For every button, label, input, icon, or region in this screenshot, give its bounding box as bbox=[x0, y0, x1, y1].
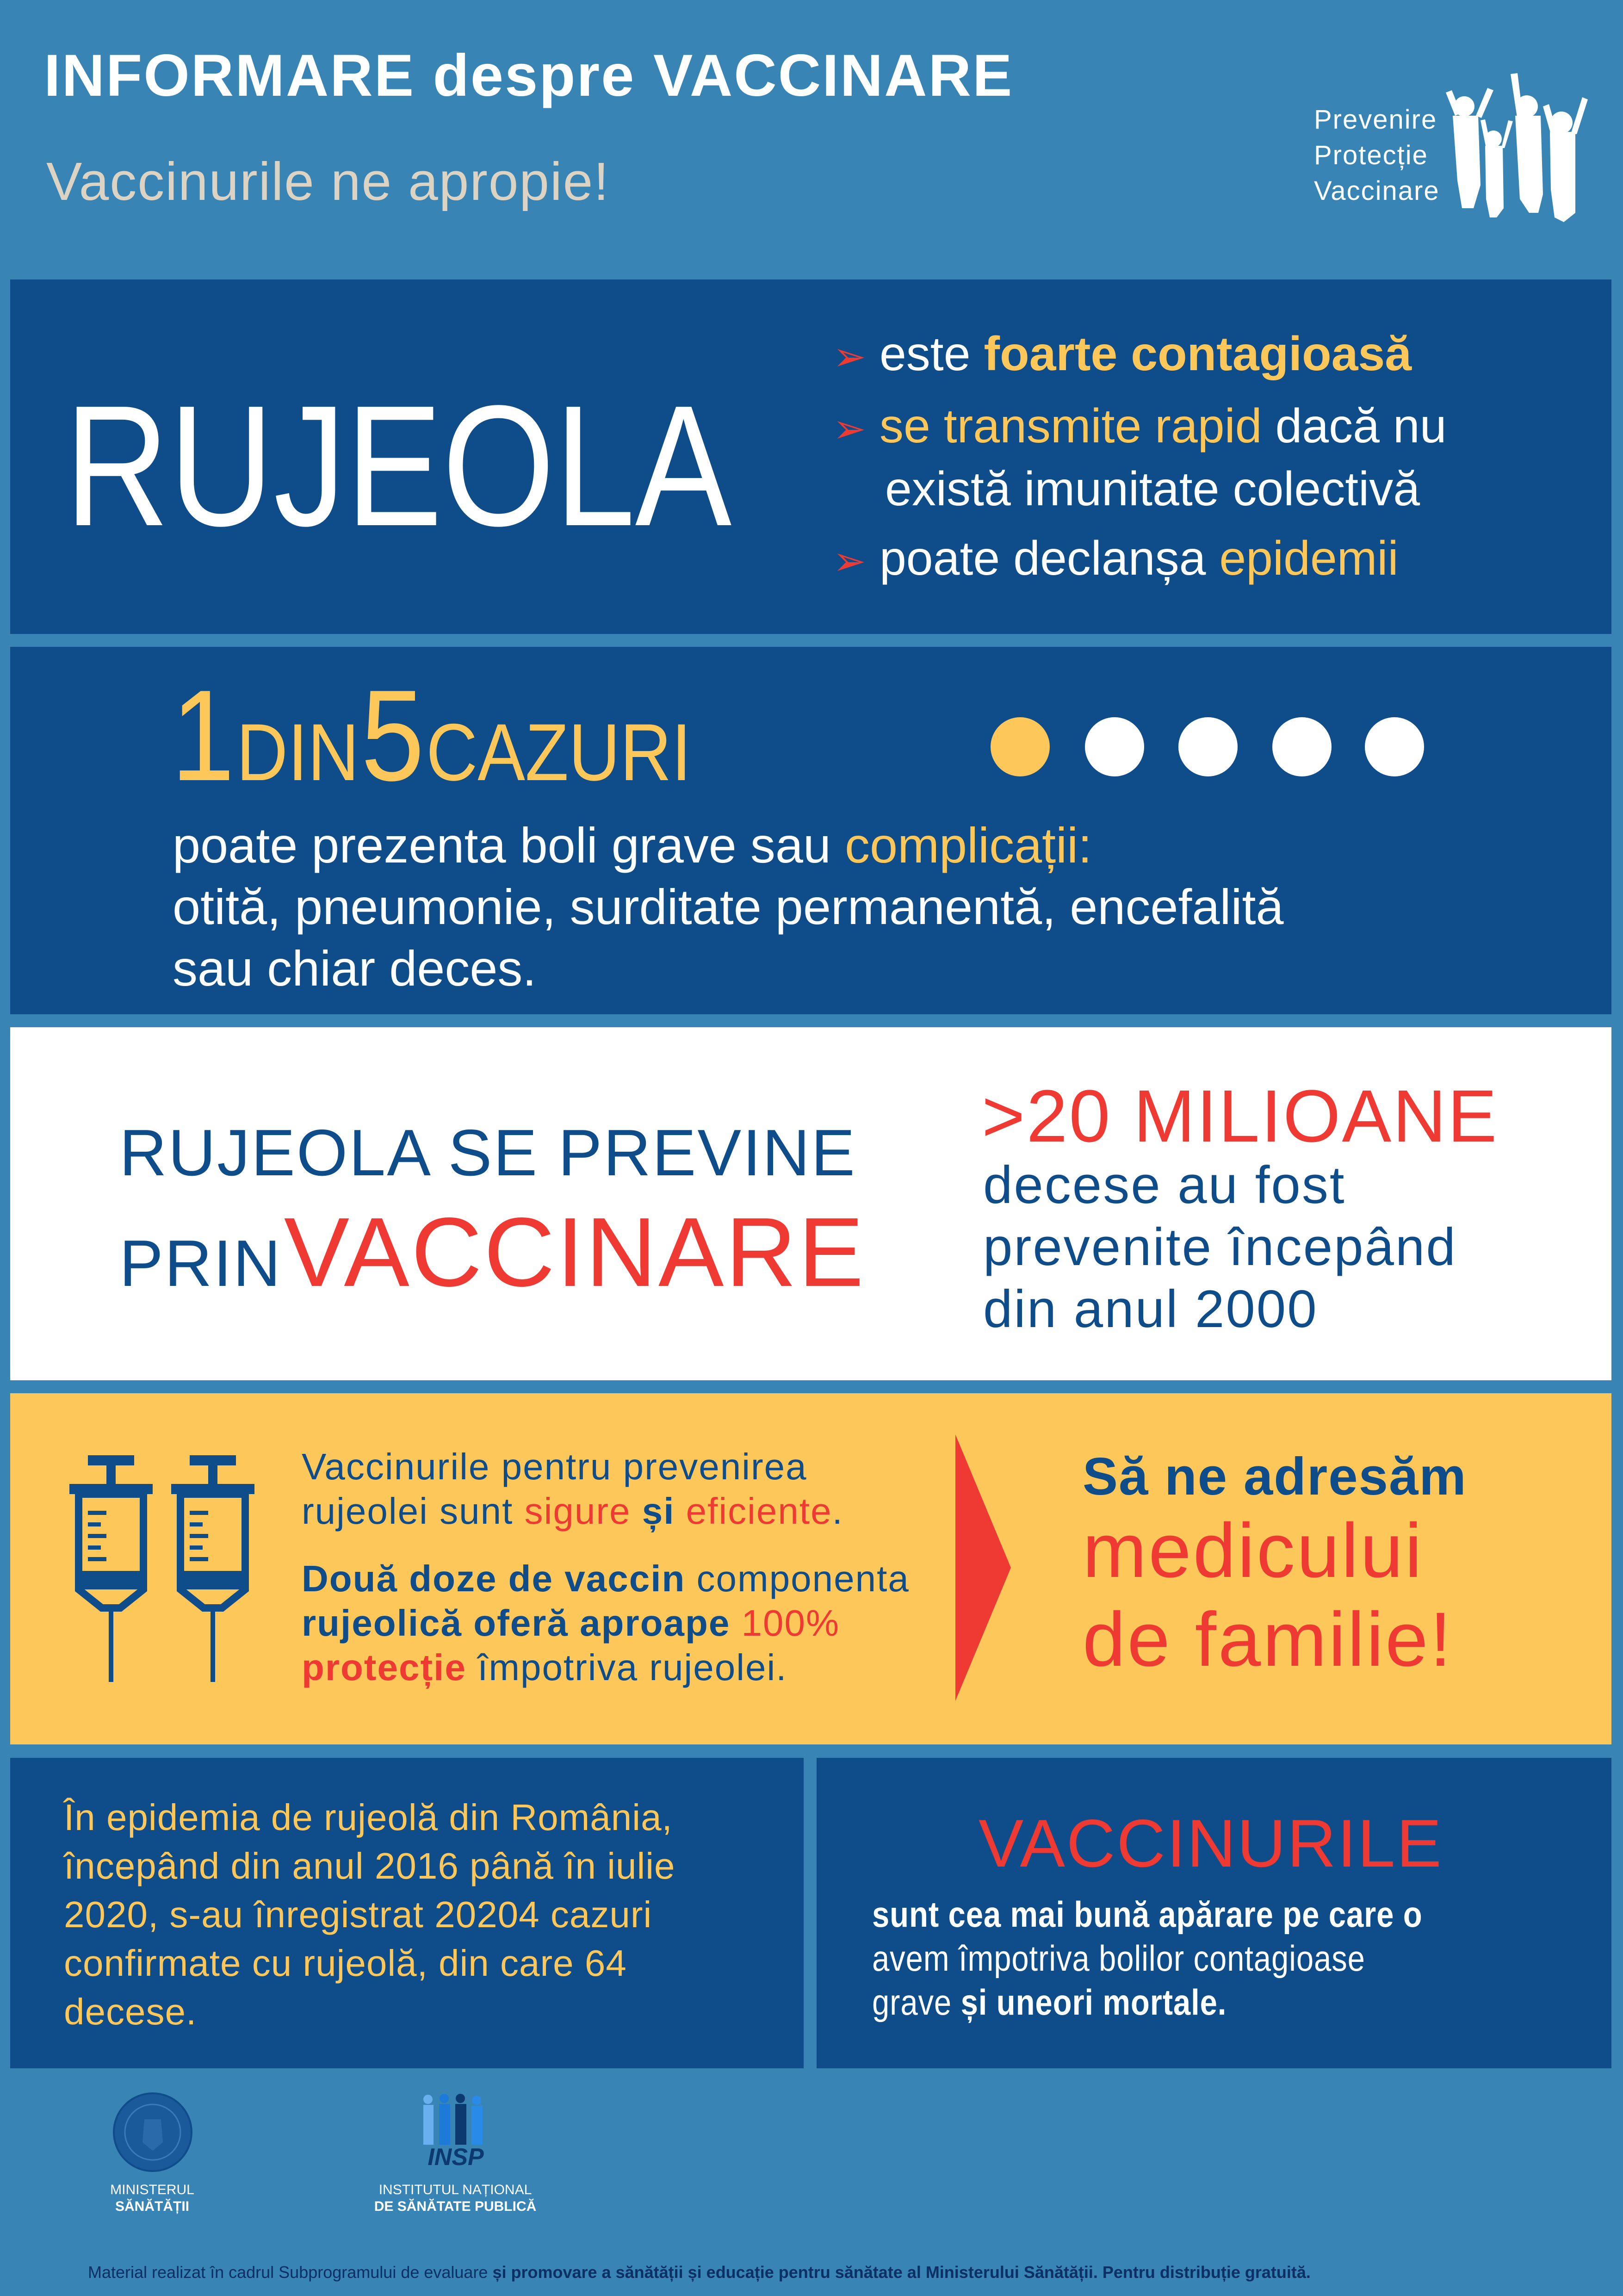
bullet-transmission bbox=[833, 396, 1447, 459]
text: rujeolei sunt bbox=[302, 1490, 525, 1532]
stat-headline: >20 MILIOANE bbox=[982, 1074, 1499, 1157]
text: grave bbox=[872, 1982, 961, 2023]
cases-line: otită, pneumonie, surditate permanentă, encefalită bbox=[173, 879, 1284, 935]
vaccine-line bbox=[302, 1489, 910, 1533]
insp-line: DE SĂNĂTATE PUBLICĂ bbox=[374, 2199, 537, 2214]
vaccine-line bbox=[302, 1557, 910, 1601]
arrow-icon: ➢ bbox=[833, 335, 867, 379]
doctor-cta bbox=[1083, 1447, 1467, 1682]
text: rujeolică oferă aproape bbox=[302, 1602, 731, 1644]
dot bbox=[1085, 717, 1144, 776]
logo-text bbox=[1314, 102, 1440, 209]
number-one: 1 bbox=[171, 664, 235, 808]
vaccine-line bbox=[302, 1601, 910, 1645]
epidemic-line: În epidemia de rujeolă din România, bbox=[64, 1797, 673, 1838]
ministry-line: MINISTERUL bbox=[110, 2182, 194, 2197]
bullet-contagious bbox=[833, 319, 1447, 391]
children-silhouette-icon bbox=[1443, 69, 1592, 222]
bullet-epidemics bbox=[833, 524, 1447, 596]
highlight: foarte contagioasă bbox=[984, 327, 1412, 381]
vaccines-line bbox=[872, 1980, 1423, 2024]
vaccines-line: sunt cea mai bună apărare pe care o bbox=[872, 1894, 1423, 1935]
highlight: protecție bbox=[302, 1647, 466, 1688]
text: împotriva rujeolei. bbox=[466, 1647, 787, 1688]
epidemic-text bbox=[64, 1793, 675, 2036]
ministry-seal-logo bbox=[112, 2091, 193, 2173]
rujeola-title: RUJEOLA bbox=[65, 369, 732, 562]
text: componenta bbox=[685, 1558, 910, 1599]
syringe-icon bbox=[171, 1455, 254, 1682]
cazuri-label: CAZURI bbox=[426, 707, 692, 798]
epidemic-line: începând din anul 2016 până în iulie bbox=[64, 1845, 675, 1886]
cta-highlight: medicului bbox=[1083, 1508, 1424, 1594]
text: și bbox=[642, 1490, 675, 1532]
highlight: epidemii bbox=[1219, 532, 1399, 585]
epidemic-line: confirmate cu rujeolă, din care 64 bbox=[64, 1942, 627, 1984]
dot bbox=[1272, 717, 1332, 776]
text: . bbox=[832, 1490, 843, 1532]
dot-filled bbox=[991, 717, 1050, 776]
epidemic-line: 2020, s-au înregistrat 20204 cazuri bbox=[64, 1894, 652, 1935]
insp-mark: INSP bbox=[427, 2144, 484, 2171]
prevention-line2 bbox=[119, 1197, 866, 1307]
footer-text: și promovare a sănătății și educație pentru sănătate al Ministerului Sănătății. Pentru distribuție gratuită. bbox=[492, 2263, 1311, 2282]
logo-line: Vaccinare bbox=[1314, 176, 1440, 206]
cta-line: Să ne adresăm bbox=[1083, 1447, 1467, 1506]
cases-text bbox=[173, 814, 1284, 999]
syringe-icon bbox=[69, 1455, 153, 1682]
ministry-label bbox=[106, 2182, 198, 2215]
text: Două doze de vaccin bbox=[302, 1558, 686, 1599]
insp-people-logo bbox=[419, 2094, 493, 2145]
dot bbox=[1178, 717, 1238, 776]
stat-line: prevenite începând bbox=[983, 1218, 1457, 1277]
rujeola-bullets bbox=[833, 319, 1447, 596]
text: poate declanșa bbox=[879, 532, 1220, 585]
vaccine-line bbox=[302, 1645, 910, 1690]
cases-headline bbox=[171, 664, 692, 808]
prevention-line1: RUJEOLA SE PREVINE bbox=[119, 1116, 856, 1190]
text: poate prezenta boli grave sau bbox=[173, 817, 845, 873]
highlight: complicații: bbox=[845, 817, 1092, 873]
highlight: 100% bbox=[730, 1602, 840, 1644]
vaccine-line: Vaccinurile pentru prevenirea bbox=[302, 1446, 807, 1487]
footer-note bbox=[88, 2263, 1311, 2282]
din-label: DIN bbox=[236, 707, 359, 798]
highlight: eficiente bbox=[675, 1490, 832, 1532]
vaccines-title: VACCINURILE bbox=[979, 1806, 1443, 1881]
page-subtitle: Vaccinurile ne apropie! bbox=[46, 151, 610, 211]
text: dacă nu bbox=[1262, 399, 1447, 453]
vaccine-text bbox=[302, 1445, 910, 1690]
arrow-icon: ➢ bbox=[833, 539, 867, 583]
page-title: INFORMARE despre VACCINARE bbox=[44, 43, 1014, 109]
arrow-right-icon bbox=[955, 1434, 1011, 1701]
bullet-transmission-cont: există imunitate colectivă bbox=[885, 462, 1420, 516]
logo-line: Protecție bbox=[1314, 140, 1428, 170]
dot bbox=[1365, 717, 1424, 776]
cases-line: sau chiar deces. bbox=[173, 940, 537, 996]
cta-highlight: de familie! bbox=[1083, 1597, 1453, 1682]
arrow-icon: ➢ bbox=[833, 407, 867, 451]
stat-line: decese au fost bbox=[983, 1156, 1346, 1215]
text: și uneori mortale. bbox=[960, 1982, 1227, 2023]
ministry-line: SĂNĂTĂȚII bbox=[115, 2199, 189, 2214]
text: este bbox=[879, 327, 984, 381]
insp-line: INSTITUTUL NAȚIONAL bbox=[378, 2182, 532, 2197]
footer-text: Material realizat în cadrul Subprogramului de evaluare bbox=[88, 2263, 493, 2282]
vaccinare-highlight: VACCINARE bbox=[284, 1197, 866, 1307]
epidemic-line: decese. bbox=[64, 1991, 197, 2032]
stat-text bbox=[983, 1154, 1457, 1340]
cases-line bbox=[173, 814, 1284, 876]
highlight: sigure bbox=[524, 1490, 642, 1532]
stat-line: din anul 2000 bbox=[983, 1280, 1318, 1339]
vaccines-text bbox=[872, 1893, 1423, 2024]
logo-line: Prevenire bbox=[1314, 105, 1437, 135]
vaccines-line: avem împotriva bolilor contagioase bbox=[872, 1938, 1365, 1979]
highlight: se transmite rapid bbox=[879, 399, 1262, 453]
prin-label: PRIN bbox=[119, 1227, 282, 1300]
insp-label bbox=[340, 2182, 571, 2215]
number-five: 5 bbox=[361, 664, 425, 808]
